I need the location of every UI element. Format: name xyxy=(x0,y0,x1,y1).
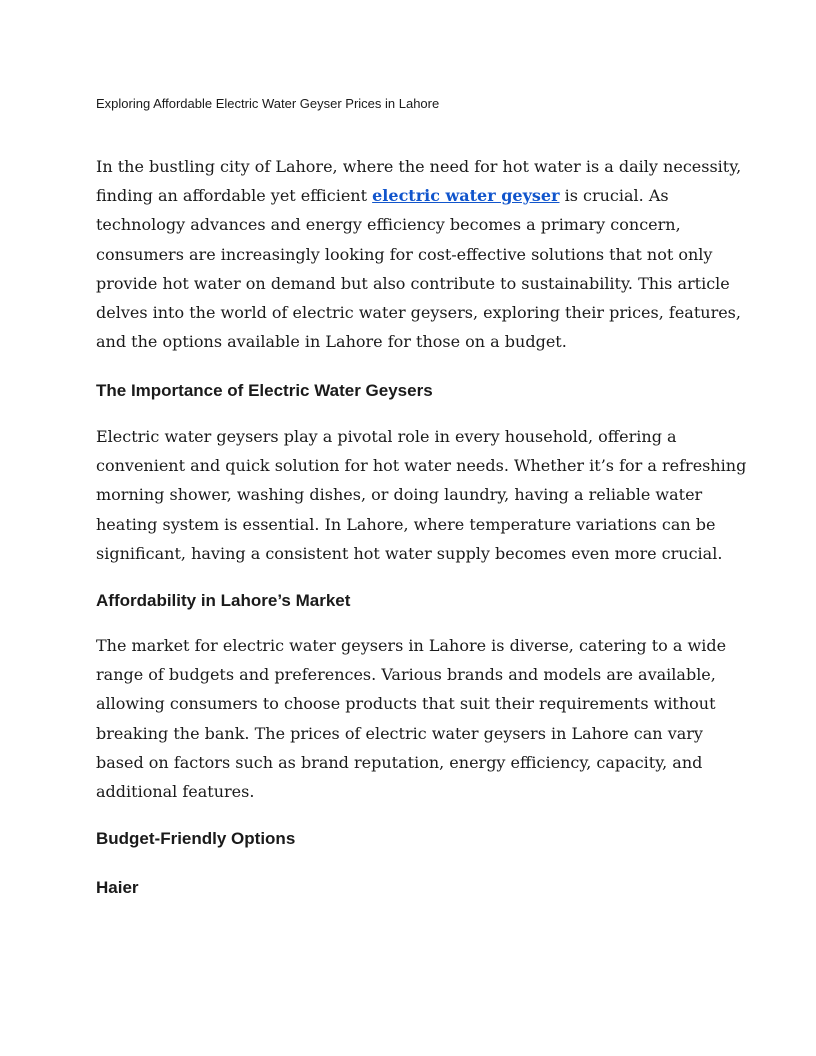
paragraph-line: morning shower, washing dishes, or doing laundry, having a reliable water xyxy=(96,485,703,505)
paragraph-line: range of budgets and preferences. Various brands and models are available, xyxy=(96,665,716,685)
intro-line: technology advances and energy efficiency becomes a primary concern, xyxy=(96,215,681,235)
section-heading-importance: The Importance of Electric Water Geysers xyxy=(96,381,433,400)
importance-paragraph xyxy=(96,422,747,568)
intro-line: and the options available in Lahore for those on a budget. xyxy=(96,332,567,352)
paragraph-line: additional features. xyxy=(96,782,255,802)
paragraph-line: significant, having a consistent hot water supply becomes even more crucial. xyxy=(96,543,723,563)
paragraph-line: Electric water geysers play a pivotal role in every household, offering a xyxy=(96,427,677,446)
intro-text: is crucial. As xyxy=(559,186,669,206)
intro-line: consumers are increasingly looking for cost-effective solutions that not only xyxy=(96,244,713,264)
section-heading-affordability: Affordability in Lahore’s Market xyxy=(96,591,351,610)
intro-text: finding an affordable yet efficient xyxy=(96,186,373,206)
document-title: Exploring Affordable Electric Water Geyser Prices in Lahore xyxy=(96,96,440,111)
intro-line: In the bustling city of Lahore, where the need for hot water is a daily necessity, xyxy=(96,157,742,176)
electric-water-geyser-link[interactable]: electric water geyser xyxy=(372,186,560,206)
affordability-paragraph xyxy=(96,631,736,806)
paragraph-line: based on factors such as brand reputation, energy efficiency, capacity, and xyxy=(96,752,703,772)
paragraph-line: heating system is essential. In Lahore, where temperature variations can be xyxy=(96,514,716,534)
section-heading-budget-options: Budget-Friendly Options xyxy=(96,829,296,848)
intro-line: provide hot water on demand but also contribute to sustainability. This article xyxy=(96,273,730,293)
paragraph-line: convenient and quick solution for hot water needs. Whether it’s for a refreshing xyxy=(96,456,747,476)
intro-line: delves into the world of electric water geysers, exploring their prices, features, xyxy=(96,303,741,323)
section-heading-haier: Haier xyxy=(96,878,139,897)
intro-paragraph xyxy=(96,152,742,356)
paragraph-line: breaking the bank. The prices of electric water geysers in Lahore can vary xyxy=(96,723,703,743)
intro-line xyxy=(96,181,736,210)
paragraph-line: The market for electric water geysers in Lahore is diverse, catering to a wide xyxy=(96,636,727,655)
paragraph-line: allowing consumers to choose products that suit their requirements without xyxy=(96,694,716,714)
